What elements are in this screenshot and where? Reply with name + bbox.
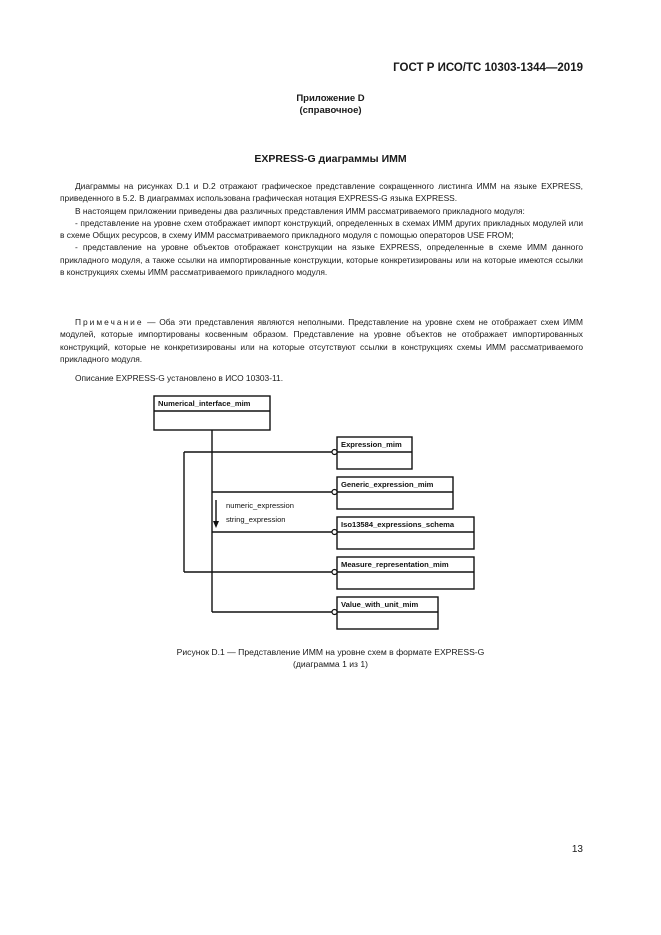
standard-designation: ГОСТ Р ИСО/ТС 10303-1344—2019	[393, 62, 583, 74]
annex-subtitle: (справочное)	[299, 105, 362, 116]
referenced-item-1: numeric_expression	[226, 501, 294, 510]
paragraph-4: - представление на уровне объектов отображает конструкции на языке EXPRESS, определенные в схеме ИММ данного прикладного модуля, а также ссылки на импортированные конструкции, которые конкретизированы или на которые имеются ссылки в конструкциях схемы ИММ рассматриваемого прикладного модуля.	[60, 242, 583, 278]
schema-label-iso13584: Iso13584_expressions_schema	[341, 520, 455, 529]
schema-label-expression: Expression_mim	[341, 440, 402, 449]
schema-label-measure-representation: Measure_representation_mim	[341, 560, 449, 569]
paragraph-3: - представление на уровне схем отображает импорт конструкций, определенных в схемах ИММ других прикладных модулей или в схеме Общих ресурсов, в схему ИММ рассматриваемого прикладного модуля с помощью операторов USE FROM;	[60, 217, 583, 241]
figure-caption: Рисунок D.1 — Представление ИММ на уровне схем в формате EXPRESS-G	[176, 647, 485, 657]
figure-caption-subline: (диаграмма 1 из 1)	[292, 659, 369, 669]
reference-arrow-icon	[213, 521, 219, 528]
paragraph-5: Описание EXPRESS-G установлено в ИСО 10303-11.	[75, 373, 284, 383]
section-title: EXPRESS-G диаграммы ИММ	[254, 153, 407, 165]
paragraph-2: В настоящем приложении приведены два различных представления ИММ рассматриваемого прикладного модуля:	[75, 205, 525, 216]
schema-label-generic-expression: Generic_expression_mim	[341, 480, 434, 489]
referenced-item-2: string_expression	[226, 515, 286, 524]
note-label: Примечание	[75, 317, 144, 327]
page-number: 13	[571, 844, 583, 855]
main-schema-label: Numerical_interface_mim	[158, 399, 251, 408]
annex-title: Приложение D	[296, 93, 365, 104]
note-text: — Оба эти представления являются неполными. Представление на уровне схем не отображает схем ИММ модулей, которые импортированы косвенным образом. Представление на уровне объектов не отображает импортированных конструкций, которые не конкретизированы или на которые отсутствуют ссылки в конструкциях схемы ИММ рассматриваемого прикладного модуля.	[60, 317, 583, 364]
paragraph-1: Диаграммы на рисунках D.1 и D.2 отражают графическое представление сокращенного листинга ИММ на языке EXPRESS, приведенного в 5.2. В диаграммах использована графическая нотация EXPRESS-G языка EXPRESS.	[60, 181, 583, 204]
schema-label-value-with-unit: Value_with_unit_mim	[341, 600, 419, 609]
